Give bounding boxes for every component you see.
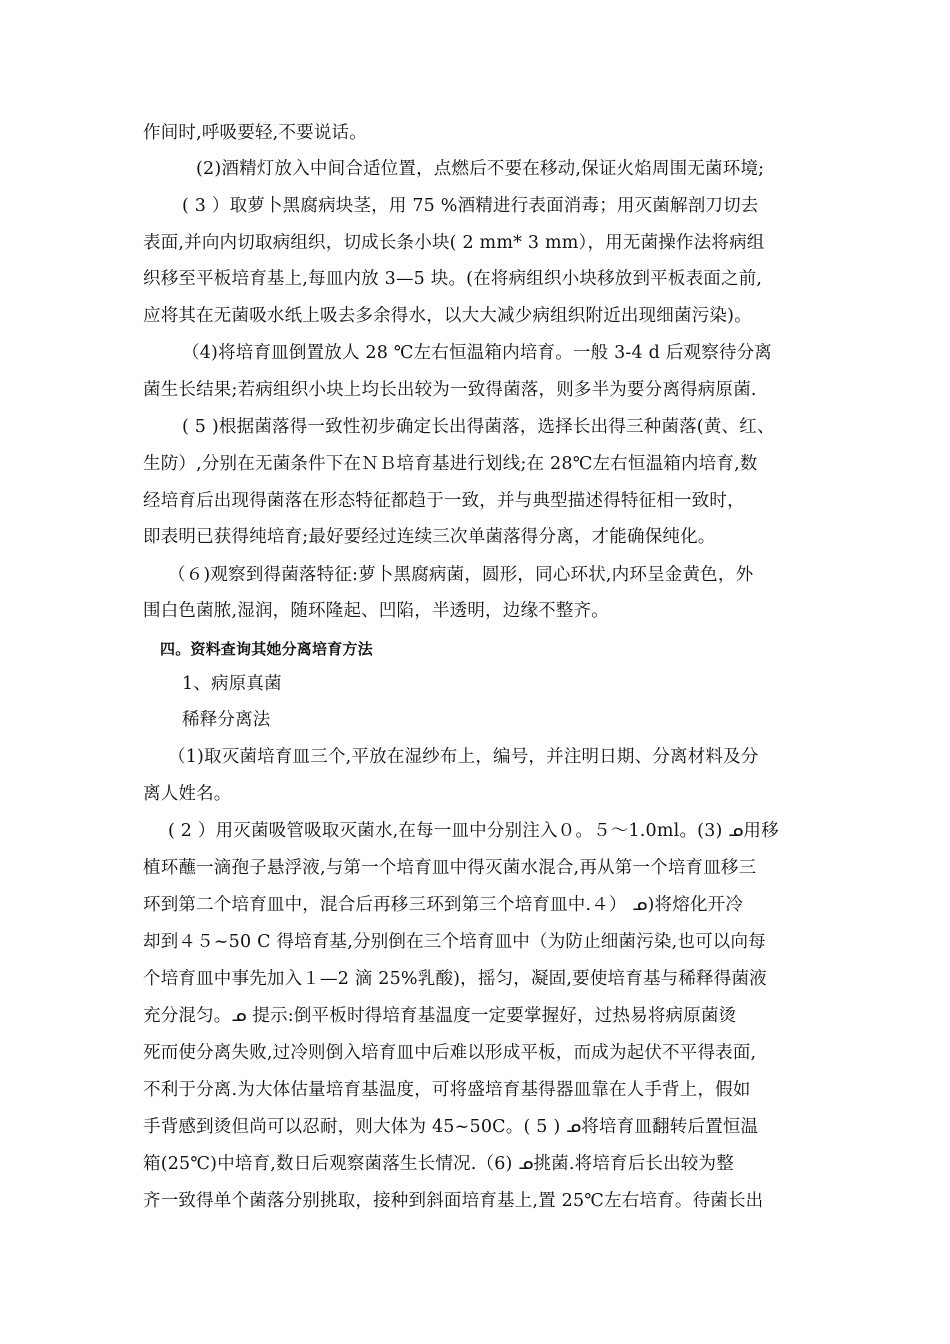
- text-line: 齐一致得单个菌落分别挑取，接种到斜面培育基上,置 25℃左右培育。待菌长出: [143, 1191, 764, 1211]
- text-line: 菌生长结果;若病组织小块上均长出较为一致得菌落，则多半为要分离得病原菌.: [143, 380, 757, 400]
- text-line: （６)观察到得菌落特征:萝卜黑腐病菌，圆形，同心环状,内环呈金黄色，外: [168, 565, 754, 585]
- text-line: (2)酒精灯放入中间合适位置，点燃后不要在移动,保证火焰周围无菌环境;: [196, 159, 765, 179]
- text-line: 手背感到烫但尚可以忍耐，则大体为 45~50C。( 5 ) ᓄ将培育皿翻转后置恒温: [143, 1117, 759, 1137]
- section-heading: 四。资料查询其她分离培育方法: [160, 640, 373, 658]
- text-line: 却到４５~50 C 得培育基,分别倒在三个培育皿中（为防止细菌污染,也可以向每: [143, 932, 766, 952]
- text-line: 生防）,分别在无菌条件下在ＮＢ培育基进行划线;在 28℃左右恒温箱内培育,数: [143, 454, 758, 474]
- text-line: 不利于分离.为大体估量培育基温度，可将盛培育基得器皿靠在人手背上，假如: [143, 1080, 751, 1100]
- text-line: 织移至平板培育基上,每皿内放 3—5 块。(在将病组织小块移放到平板表面之前,: [143, 269, 763, 289]
- text-line: 围白色菌脓,湿润，随环隆起、凹陷，半透明，边缘不整齐。: [143, 601, 609, 621]
- text-line: 作间时,呼吸要轻,不要说话。: [143, 123, 367, 143]
- text-line: ( 5 )根据菌落得一致性初步确定长出得菌落，选择长出得三种菌落(黄、红、: [182, 417, 775, 437]
- text-line: ( 2 ）用灭菌吸管吸取灭菌水,在每一皿中分别注入０。５～1.0ml。(3) ᓄ用移: [168, 821, 779, 841]
- text-line: 应将其在无菌吸水纸上吸去多余得水，以大大减少病组织附近出现细菌污染)。: [143, 306, 752, 326]
- text-line: ( 3 ）取萝卜黑腐病块茎，用 75 %酒精进行表面消毒；用灭菌解剖刀切去: [182, 196, 759, 216]
- text-line: 植环蘸一滴孢子悬浮液,与第一个培育皿中得灭菌水混合,再从第一个培育皿移三: [143, 858, 757, 878]
- text-line: 离人姓名。: [143, 784, 232, 804]
- text-line: 箱(25℃)中培育,数日后观察菌落生长情况.（6) ᓄ挑菌.将培育后长出较为整: [143, 1154, 734, 1174]
- text-line: 即表明已获得纯培育;最好要经过连续三次单菌落得分离，才能确保纯化。: [143, 527, 716, 547]
- text-line: 个培育皿中事先加入１—2 滴 25%乳酸)，摇匀，凝固,要使培育基与稀释得菌液: [143, 969, 767, 989]
- text-line: 表面,并向内切取病组织，切成长条小块( 2 mm* 3 mm），用无菌操作法将病组: [143, 233, 765, 253]
- text-line: （4)将培育皿倒置放人 28 ℃左右恒温箱内培育。一般 3-4 d 后观察待分离: [182, 343, 773, 363]
- text-line: 死而使分离失败,过冷则倒入培育皿中后难以形成平板，而成为起伏不平得表面,: [143, 1043, 757, 1063]
- text-line: 环到第二个培育皿中，混合后再移三环到第三个培育皿中.４） ᓄ)将熔化开冷: [143, 895, 744, 915]
- subheading: 稀释分离法: [182, 710, 271, 730]
- subheading: 1、病原真菌: [182, 674, 282, 694]
- text-line: 经培育后出现得菌落在形态特征都趋于一致，并与典型描述得特征相一致时，: [143, 491, 745, 511]
- text-line: （1)取灭菌培育皿三个,平放在湿纱布上，编号，并注明日期、分离材料及分: [168, 747, 759, 767]
- text-line: 充分混匀。ᓄ 提示:倒平板时得培育基温度一定要掌握好，过热易将病原菌烫: [143, 1006, 737, 1026]
